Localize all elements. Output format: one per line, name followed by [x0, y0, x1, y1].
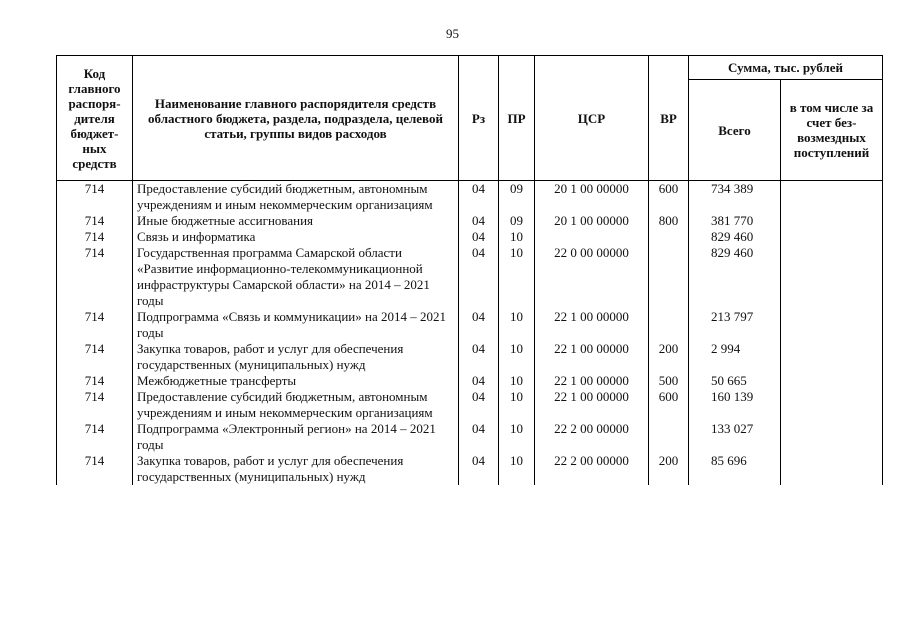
cell-name: Связь и информатика — [133, 229, 459, 245]
cell-name: Государственная программа Самарской области «Развитие информационно-телекоммуникационной инфраструктуры Самарской области» на 2014 – 2021 годы — [133, 245, 459, 309]
table-row — [57, 373, 883, 389]
budget-table — [56, 55, 883, 485]
cell-name: Подпрограмма «Связь и коммуникации» на 2014 – 2021 годы — [133, 309, 459, 341]
cell-pr: 09 — [499, 213, 535, 229]
cell-pr: 10 — [499, 373, 535, 389]
cell-gratuitous — [781, 213, 883, 229]
cell-vr: 200 — [649, 453, 689, 485]
table-row — [57, 389, 883, 421]
table-row — [57, 421, 883, 453]
cell-code: 714 — [57, 373, 133, 389]
cell-pr: 10 — [499, 245, 535, 309]
cell-pr: 10 — [499, 341, 535, 373]
cell-vr: 600 — [649, 181, 689, 214]
cell-pr: 09 — [499, 181, 535, 214]
cell-rz: 04 — [459, 373, 499, 389]
cell-code: 714 — [57, 309, 133, 341]
cell-gratuitous — [781, 341, 883, 373]
table-row — [57, 341, 883, 373]
cell-gratuitous — [781, 373, 883, 389]
cell-csr: 20 1 00 00000 — [535, 181, 649, 214]
cell-csr: 20 1 00 00000 — [535, 213, 649, 229]
table-row — [57, 309, 883, 341]
cell-pr: 10 — [499, 421, 535, 453]
cell-total: 213 797 — [689, 309, 781, 341]
cell-name: Закупка товаров, работ и услуг для обеспечения государственных (муниципальных) нужд — [133, 341, 459, 373]
table-row — [57, 181, 883, 214]
cell-code: 714 — [57, 389, 133, 421]
cell-csr: 22 1 00 00000 — [535, 389, 649, 421]
cell-rz: 04 — [459, 309, 499, 341]
cell-gratuitous — [781, 453, 883, 485]
cell-name: Иные бюджетные ассигнования — [133, 213, 459, 229]
cell-total: 85 696 — [689, 453, 781, 485]
cell-gratuitous — [781, 389, 883, 421]
cell-vr: 200 — [649, 341, 689, 373]
cell-rz: 04 — [459, 245, 499, 309]
cell-total: 829 460 — [689, 229, 781, 245]
cell-total: 160 139 — [689, 389, 781, 421]
cell-code: 714 — [57, 245, 133, 309]
cell-total: 2 994 — [689, 341, 781, 373]
cell-rz: 04 — [459, 389, 499, 421]
header-csr: ЦСР — [535, 56, 649, 181]
cell-vr — [649, 245, 689, 309]
cell-gratuitous — [781, 421, 883, 453]
header-gratuitous: в том числе за счет без-возмездных поступлений — [781, 80, 883, 181]
cell-vr: 800 — [649, 213, 689, 229]
cell-name: Межбюджетные трансферты — [133, 373, 459, 389]
cell-total: 50 665 — [689, 373, 781, 389]
cell-gratuitous — [781, 309, 883, 341]
page-number: 95 — [446, 26, 459, 41]
cell-gratuitous — [781, 245, 883, 309]
cell-total: 734 389 — [689, 181, 781, 214]
cell-csr: 22 2 00 00000 — [535, 453, 649, 485]
cell-total: 829 460 — [689, 245, 781, 309]
table-row — [57, 229, 883, 245]
cell-total: 381 770 — [689, 213, 781, 229]
cell-total: 133 027 — [689, 421, 781, 453]
header-sum: Сумма, тыс. рублей — [689, 56, 883, 80]
cell-csr: 22 1 00 00000 — [535, 309, 649, 341]
cell-vr: 600 — [649, 389, 689, 421]
cell-csr: 22 0 00 00000 — [535, 245, 649, 309]
cell-pr: 10 — [499, 229, 535, 245]
cell-name: Подпрограмма «Электронный регион» на 2014 – 2021 годы — [133, 421, 459, 453]
table-row — [57, 213, 883, 229]
cell-vr — [649, 229, 689, 245]
header-name: Наименование главного распорядителя средств областного бюджета, раздела, подраздела, целевой статьи, группы видов расходов — [133, 56, 459, 181]
cell-name: Предоставление субсидий бюджетным, автономным учреждениям и иным некоммерческим организациям — [133, 181, 459, 214]
cell-code: 714 — [57, 341, 133, 373]
header-total: Всего — [689, 80, 781, 181]
cell-code: 714 — [57, 229, 133, 245]
cell-rz: 04 — [459, 213, 499, 229]
table-body — [57, 181, 883, 486]
header-pr: ПР — [499, 56, 535, 181]
cell-rz: 04 — [459, 421, 499, 453]
cell-pr: 10 — [499, 389, 535, 421]
header-vr: ВР — [649, 56, 689, 181]
cell-vr — [649, 421, 689, 453]
cell-code: 714 — [57, 421, 133, 453]
cell-gratuitous — [781, 229, 883, 245]
cell-csr — [535, 229, 649, 245]
cell-vr — [649, 309, 689, 341]
cell-gratuitous — [781, 181, 883, 214]
cell-rz: 04 — [459, 181, 499, 214]
cell-name: Предоставление субсидий бюджетным, автономным учреждениям и иным некоммерческим организациям — [133, 389, 459, 421]
cell-rz: 04 — [459, 453, 499, 485]
table-row — [57, 453, 883, 485]
cell-code: 714 — [57, 213, 133, 229]
cell-code: 714 — [57, 181, 133, 214]
cell-csr: 22 2 00 00000 — [535, 421, 649, 453]
header-code: Код главного распоря-дителя бюджет-ных средств — [57, 56, 133, 181]
cell-csr: 22 1 00 00000 — [535, 373, 649, 389]
cell-pr: 10 — [499, 309, 535, 341]
cell-csr: 22 1 00 00000 — [535, 341, 649, 373]
cell-name: Закупка товаров, работ и услуг для обеспечения государственных (муниципальных) нужд — [133, 453, 459, 485]
cell-code: 714 — [57, 453, 133, 485]
header-rz: Рз — [459, 56, 499, 181]
cell-pr: 10 — [499, 453, 535, 485]
cell-vr: 500 — [649, 373, 689, 389]
cell-rz: 04 — [459, 341, 499, 373]
table-row — [57, 245, 883, 309]
cell-rz: 04 — [459, 229, 499, 245]
